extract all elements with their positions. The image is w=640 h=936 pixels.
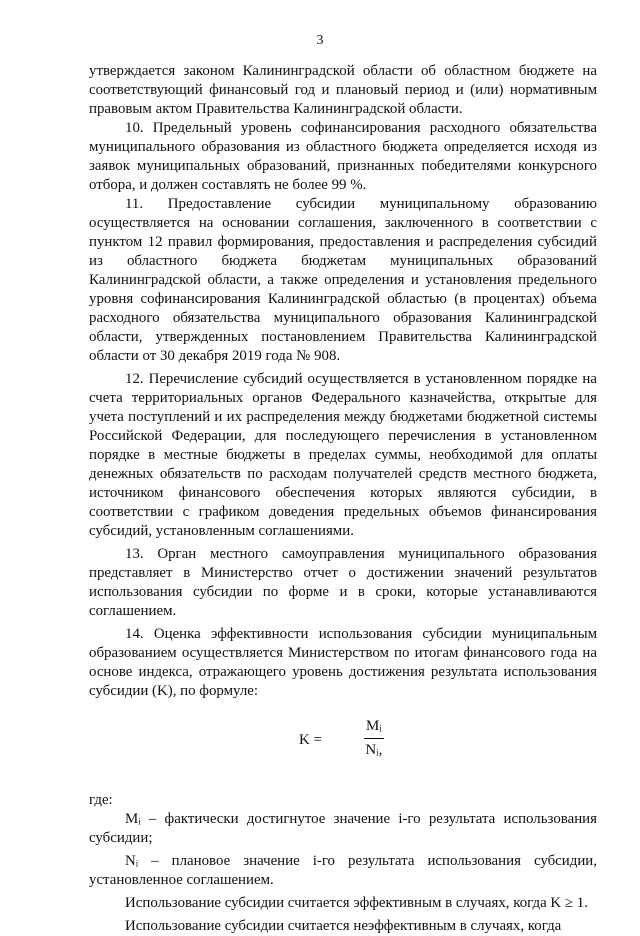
formula-k xyxy=(89,713,597,775)
formula-fraction xyxy=(364,717,384,760)
where-label: где: xyxy=(89,792,113,808)
paragraph-intro: утверждается законом Калининградской области об областном бюджете на соответствующий финансовый год и плановый период и (или) нормативным правовым актом Правительства Калининградской области. xyxy=(89,63,597,117)
paragraph-10: 10. Предельный уровень софинансирования расходного обязательства муниципального образования из областного бюджета определяется исходя из заявок муниципальных образований, признанных победителями конкурсного отбора, и должен составлять не более 99 %. xyxy=(89,120,597,193)
paragraph-14: 14. Оценка эффективности использования субсидии муниципальным образованием осуществляется Министерством по итогам финансового года на основе индекса, отражающего уровень достижения результата использования субсидии (K), по формуле: xyxy=(89,626,597,699)
paragraph-ineffective: Использование субсидии считается неэффективным в случаях, когда xyxy=(125,918,562,934)
paragraph-12: 12. Перечисление субсидий осуществляется в установленном порядке на счета территориальных органов Федерального казначейства, открытые для учета поступлений и их распределения между бюджетами бюджетной системы Российской Федерации, для последующего перечисления в установленном порядке в местные бюджеты в пределах суммы, необходимой для оплаты денежных обязательств по расходам получателей средств местного бюджета, источником финансового обеспечения которых являются субсидии, в соответствии с графиком доведения предельных объемов финансирования субсидий, установленным соглашениями. xyxy=(89,371,597,539)
definition-n: Nᵢ – плановое значение i-го результата использования субсидии, установленное соглашением. xyxy=(89,853,597,888)
document-body xyxy=(89,62,597,936)
paragraph-11: 11. Предоставление субсидии муниципальному образованию осуществляется на основании соглашения, заключенного в соответствии с пунктом 12 правил формирования, предоставления и распределения субсидий из областного бюджета бюджетам муниципальных образований Калининградской области, а также определения и установления предельного уровня софинансирования Калининградской областью (в процентах) объема расходного обязательства муниципального образования Калининградской области, утвержденных постановлением Правительства Калининградской области от 30 декабря 2019 года № 908. xyxy=(89,196,597,364)
formula-denominator: Nᵢ, xyxy=(365,742,383,758)
paragraph-13: 13. Орган местного самоуправления муниципального образования представляет в Министерство отчет о достижении значений результатов использования субсидии по форме и в сроки, которые устанавливаются соглашением. xyxy=(89,546,597,619)
page-number: 3 xyxy=(316,33,324,48)
formula-numerator: Mᵢ xyxy=(364,717,384,739)
formula-lhs: K = xyxy=(299,732,322,748)
definition-m: Mᵢ – фактически достигнутое значение i-го результата использования субсидии; xyxy=(89,811,597,846)
paragraph-effective: Использование субсидии считается эффективным в случаях, когда K ≥ 1. xyxy=(125,895,588,911)
